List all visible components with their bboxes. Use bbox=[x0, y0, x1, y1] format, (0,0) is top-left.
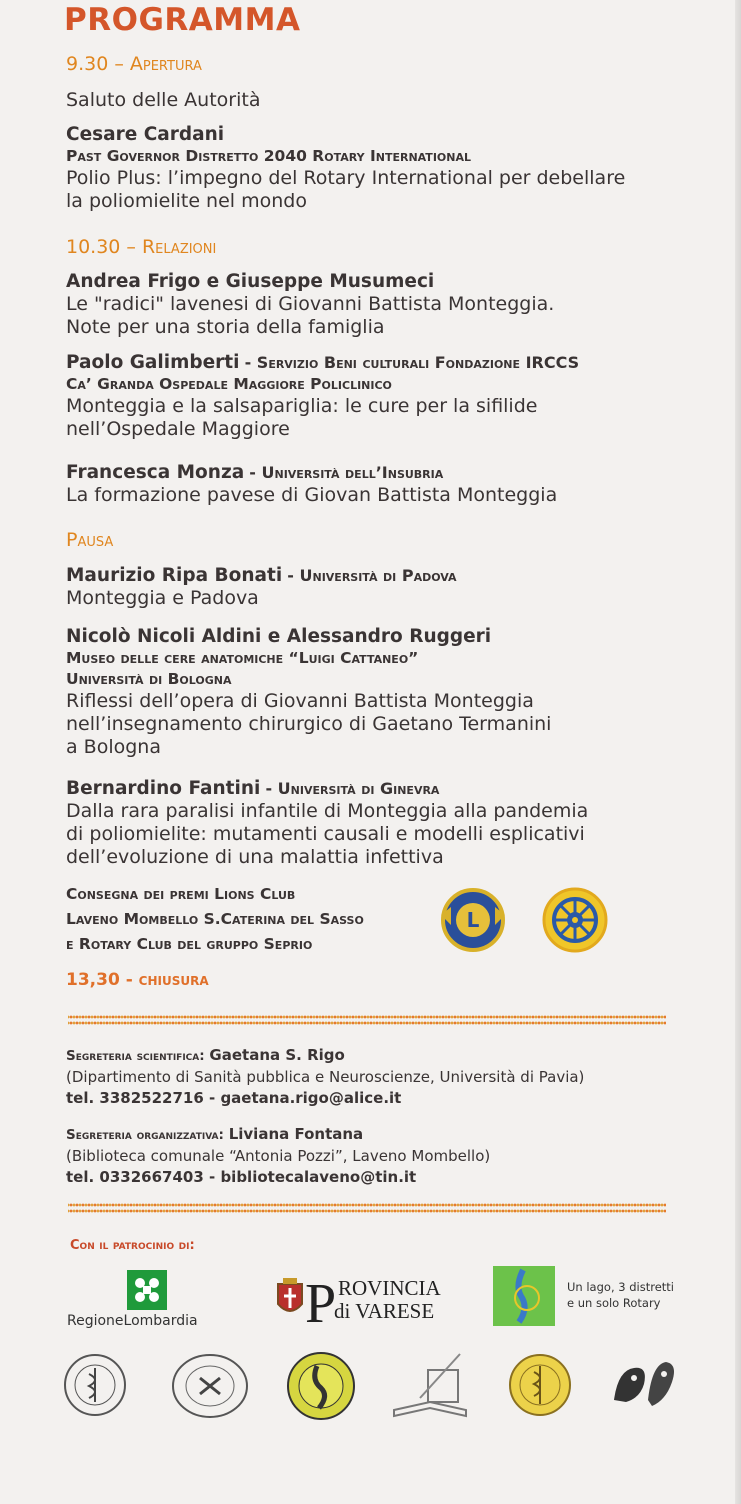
talk-line: Le "radici" lavenesi di Giovanni Battista Monteggia. bbox=[66, 293, 555, 315]
speaker-affiliation: Past Governor Distretto 2040 Rotary International bbox=[66, 147, 471, 165]
speaker-name: Bernardino Fantini bbox=[66, 778, 261, 799]
premi-block bbox=[66, 882, 426, 957]
speaker-name: Andrea Frigo e Giuseppe Musumeci bbox=[66, 271, 435, 292]
seg-contact: tel. 3382522716 - gaetana.rigo@alice.it bbox=[66, 1089, 402, 1107]
speaker-galimberti bbox=[66, 351, 706, 441]
talk-line: Dalla rara paralisi infantile di Monteggia alla pandemia bbox=[66, 800, 589, 822]
seg-name: Liviana Fontana bbox=[228, 1125, 364, 1143]
talk-line: La formazione pavese di Giovan Battista Monteggia bbox=[66, 484, 558, 506]
seg-label: Segreteria scientifica: bbox=[66, 1048, 205, 1064]
talk-line: a Bologna bbox=[66, 736, 161, 758]
page-title: PROGRAMMA bbox=[64, 2, 301, 38]
talk-line: nell’insegnamento chirurgico di Gaetano Termanini bbox=[66, 713, 552, 735]
speaker-cardani bbox=[66, 123, 706, 213]
regione-lombardia-label: RegioneLombardia bbox=[67, 1313, 198, 1329]
provincia-crest-icon bbox=[275, 1276, 305, 1320]
lago-rotary-map-icon bbox=[493, 1266, 555, 1326]
talk-line: dell’evoluzione di una malattia infettiva bbox=[66, 846, 444, 868]
premi-line: Consegna dei premi Lions Club bbox=[66, 885, 296, 903]
speaker-affiliation: - Università di Padova bbox=[287, 566, 457, 585]
speaker-frigo bbox=[66, 270, 706, 339]
saluto-text: Saluto delle Autorità bbox=[66, 89, 261, 111]
talk-line: Monteggia e Padova bbox=[66, 587, 259, 609]
societa-storica-varesina-seal-icon bbox=[170, 1352, 250, 1420]
page-edge bbox=[735, 0, 741, 1504]
speaker-affiliation: - Servizio Beni culturali Fondazione IRCCS bbox=[244, 353, 580, 372]
patrocinio-label: Con il patrocinio di: bbox=[70, 1238, 195, 1253]
heraldic-creatures-icon bbox=[608, 1350, 680, 1416]
speaker-name: Francesca Monza bbox=[66, 462, 245, 483]
book-quill-icon bbox=[390, 1350, 472, 1420]
speaker-name: Nicolò Nicoli Aldini e Alessandro Ruggeri bbox=[66, 626, 492, 647]
talk-line: di poliomielite: mutamenti causali e modelli esplicativi bbox=[66, 823, 585, 845]
premi-line: Laveno Mombello S.Caterina del Sasso bbox=[66, 910, 364, 928]
speaker-name: Maurizio Ripa Bonati bbox=[66, 565, 283, 586]
section-pausa: Pausa bbox=[66, 529, 114, 551]
segreteria-organizzativa bbox=[66, 1124, 706, 1188]
segreteria-scientifica bbox=[66, 1045, 706, 1109]
speaker-fantini bbox=[66, 777, 706, 869]
seg-dept: (Biblioteca comunale “Antonia Pozzi”, Laveno Mombello) bbox=[66, 1147, 491, 1165]
section-apertura: 9.30 – Apertura bbox=[66, 53, 202, 75]
speaker-affiliation: - Università di Ginevra bbox=[265, 779, 440, 798]
regione-lombardia-icon bbox=[127, 1270, 167, 1310]
svg-text:L: L bbox=[466, 908, 480, 932]
talk-line: Polio Plus: l’impegno del Rotary International per debellare bbox=[66, 167, 626, 189]
talk-line: Note per una storia della famiglia bbox=[66, 316, 385, 338]
speaker-name: Cesare Cardani bbox=[66, 124, 225, 145]
premi-line: e Rotary Club del gruppo Seprio bbox=[66, 935, 313, 953]
seg-label: Segreteria organizzativa: bbox=[66, 1127, 224, 1143]
speaker-aldini bbox=[66, 625, 706, 759]
speaker-monza bbox=[66, 461, 706, 507]
speaker-affiliation: Università di Bologna bbox=[66, 670, 232, 688]
talk-line: Monteggia e la salsapariglia: le cure per la sifilide bbox=[66, 395, 538, 417]
speaker-affiliation: - Università dell’Insubria bbox=[249, 463, 444, 482]
lago-label-2: e un solo Rotary bbox=[567, 1296, 661, 1310]
speaker-affiliation: Museo delle cere anatomiche “Luigi Cattaneo” bbox=[66, 649, 419, 667]
storia-medicina-seal-icon bbox=[62, 1352, 128, 1418]
seg-dept: (Dipartimento di Sanità pubblica e Neuroscienze, Università di Pavia) bbox=[66, 1068, 585, 1086]
talk-line: nell’Ospedale Maggiore bbox=[66, 418, 290, 440]
lago-label-1: Un lago, 3 distretti bbox=[567, 1280, 674, 1294]
seg-contact: tel. 0332667403 - bibliotecalaveno@tin.it bbox=[66, 1168, 417, 1186]
ordine-medici-seal-icon bbox=[507, 1352, 573, 1418]
lions-club-logo bbox=[437, 885, 509, 955]
speaker-affiliation: Ca’ Granda Ospedale Maggiore Policlinico bbox=[66, 375, 392, 393]
rotary-logo bbox=[540, 885, 610, 955]
section-relazioni: 10.30 – Relazioni bbox=[66, 236, 217, 258]
societa-verbanisti-seal-icon bbox=[285, 1350, 357, 1422]
speaker-name: Paolo Galimberti bbox=[66, 352, 240, 373]
talk-line: la poliomielite nel mondo bbox=[66, 190, 307, 212]
section-chiusura: 13,30 - chiusura bbox=[66, 970, 209, 990]
seg-name: Gaetana S. Rigo bbox=[209, 1046, 345, 1064]
dotted-divider bbox=[68, 1014, 666, 1026]
svg-text:P: P bbox=[305, 1274, 337, 1326]
speaker-ripa bbox=[66, 564, 706, 610]
dotted-divider bbox=[68, 1202, 666, 1214]
talk-line: Riflessi dell’opera di Giovanni Battista Monteggia bbox=[66, 690, 534, 712]
provincia-label-1: ROVINCIA bbox=[338, 1276, 441, 1300]
provincia-label-2: di VARESE bbox=[334, 1299, 435, 1323]
